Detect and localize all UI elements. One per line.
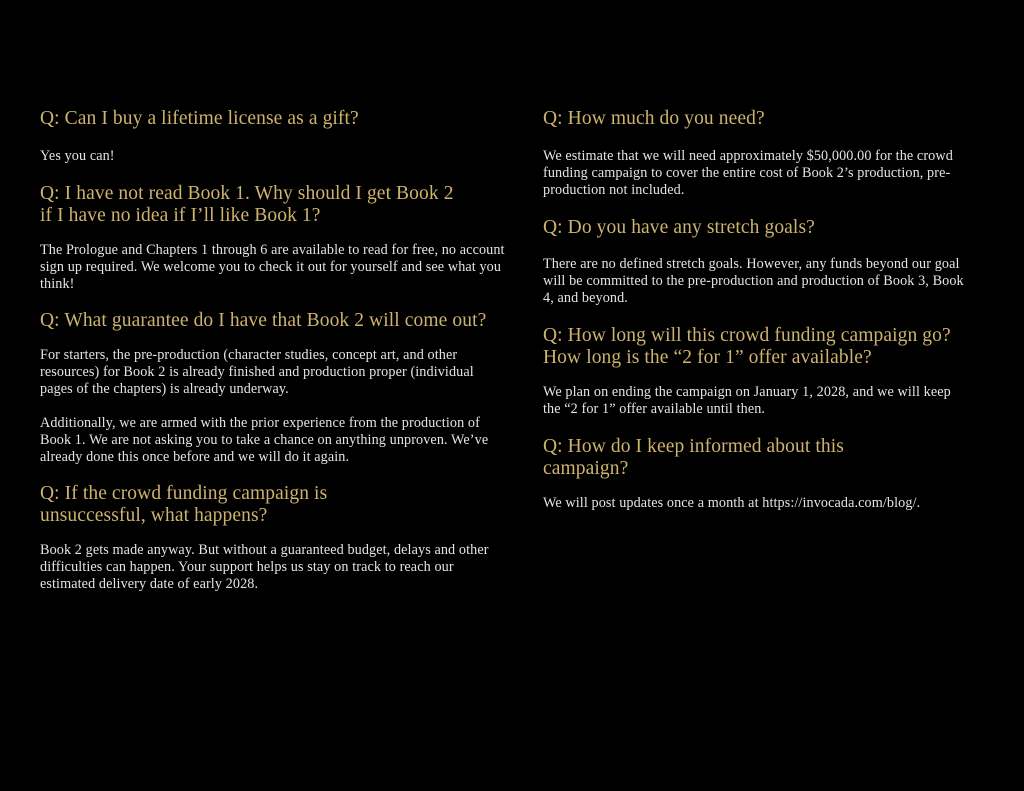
faq-answer: Additionally, we are armed with the prior experience from the production of Book 1. We are not asking you to take a chance on anything unproven. We’ve already done this once before and we will do it again.: [40, 415, 489, 465]
faq-answer: We estimate that we will need approximately $50,000.00 for the crowd funding campaign to cover the entire cost of Book 2’s production, pre-production not included.: [543, 148, 953, 198]
faq-item-campaign-unsuccessful: [40, 483, 508, 593]
faq-item-keep-informed: [543, 436, 983, 512]
faq-question: Q: I have not read Book 1. Why should I get Book 2 if I have no idea if I’ll like Book 1?: [40, 183, 454, 226]
faq-question: Q: If the crowd funding campaign is unsuccessful, what happens?: [40, 483, 328, 526]
faq-question: Q: Can I buy a lifetime license as a gift?: [40, 108, 359, 129]
faq-answer: For starters, the pre-production (character studies, concept art, and other resources) for Book 2 is already finished and production proper (individual pages of the chapters) is already underway.: [40, 347, 474, 397]
faq-left-column: [40, 108, 508, 593]
faq-question: Q: How much do you need?: [543, 108, 765, 129]
faq-answer: We plan on ending the campaign on January 1, 2028, and we will keep the “2 for 1” offer available until then.: [543, 384, 951, 417]
faq-right-column: [543, 108, 983, 512]
faq-question: Q: Do you have any stretch goals?: [543, 217, 815, 238]
faq-question: Q: What guarantee do I have that Book 2 will come out?: [40, 310, 487, 331]
faq-question: Q: How long will this crowd funding campaign go? How long is the “2 for 1” offer available?: [543, 325, 951, 368]
faq-item-stretch-goals: [543, 217, 983, 307]
faq-answer: We will post updates once a month at https://invocada.com/blog/.: [543, 495, 921, 511]
faq-answer: There are no defined stretch goals. However, any funds beyond our goal will be committed to the pre-production and production of Book 3, Book 4, and beyond.: [543, 256, 964, 306]
faq-item-why-book-2: [40, 183, 508, 293]
faq-item-guarantee-book-2: [40, 310, 508, 466]
faq-item-campaign-duration: [543, 325, 983, 418]
faq-answer: Yes you can!: [40, 148, 115, 164]
faq-answer: Book 2 gets made anyway. But without a guaranteed budget, delays and other difficulties can happen. Your support helps us stay on track to reach our estimated delivery date of early 2028.: [40, 542, 489, 592]
faq-answer: The Prologue and Chapters 1 through 6 are available to read for free, no account sign up required. We welcome you to check it out for yourself and see what you think!: [40, 242, 505, 292]
faq-question: Q: How do I keep informed about this campaign?: [543, 436, 844, 479]
faq-item-lifetime-license-gift: [40, 108, 508, 165]
faq-item-how-much-needed: [543, 108, 983, 199]
